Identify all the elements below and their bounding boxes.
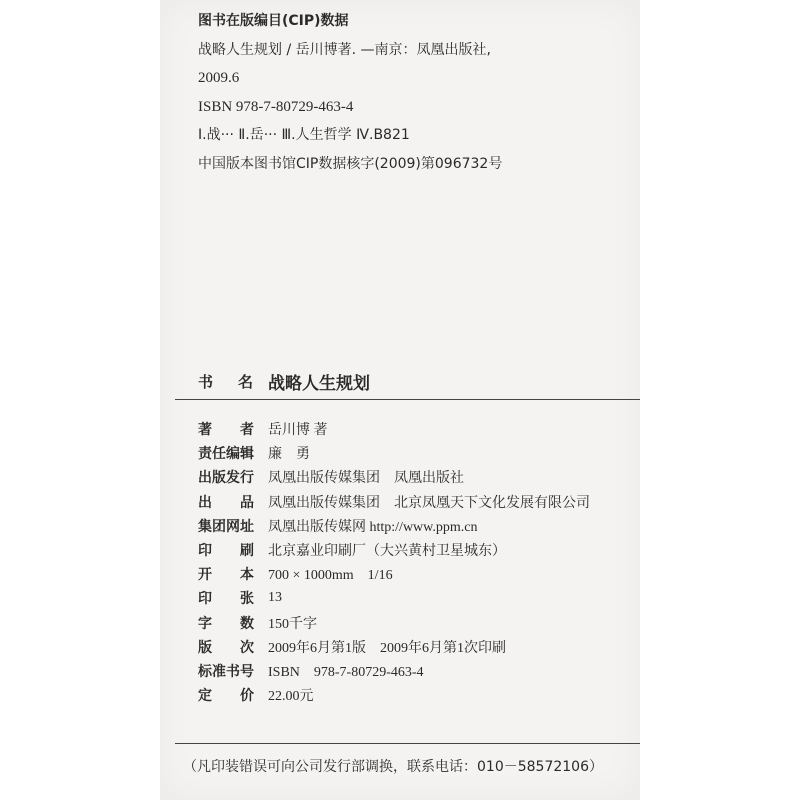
detail-label: 责任编辑	[198, 446, 254, 463]
detail-label: 出版发行	[198, 470, 254, 487]
cip-heading: 图书在版编目(CIP)数据	[198, 13, 349, 29]
detail-row-publisher	[198, 465, 590, 489]
cip-isbn: ISBN 978-7-80729-463-4	[198, 98, 354, 115]
divider-top	[175, 399, 640, 400]
detail-value: ISBN 978-7-80729-463-4	[268, 664, 424, 680]
detail-label: 标准书号	[198, 663, 254, 680]
footer-note: （凡印装错误可向公司发行部调换，联系电话：010－58572106）	[183, 759, 603, 775]
detail-row-producer	[198, 490, 590, 514]
detail-value: 廉 勇	[268, 447, 310, 463]
detail-row-website	[198, 514, 590, 538]
cip-block	[198, 14, 502, 185]
detail-label: 字 数	[198, 615, 254, 632]
detail-label: 定 价	[198, 688, 254, 705]
detail-value: 凤凰出版传媒集团 凤凰出版社	[268, 471, 464, 487]
cip-title-line: 战略人生规划 / 岳川博著. —南京：凤凰出版社,	[198, 41, 491, 58]
book-title-label-b: 名	[238, 372, 254, 391]
detail-row-isbn	[198, 659, 590, 683]
detail-value: 岳川博 著	[268, 423, 328, 439]
divider-bottom	[175, 743, 640, 744]
detail-row-editor	[198, 441, 590, 465]
detail-value: 700 × 1000mm 1/16	[268, 568, 393, 584]
book-title-label	[198, 371, 268, 392]
detail-row-price	[198, 683, 590, 707]
detail-label: 印 刷	[198, 543, 254, 560]
detail-row-format	[198, 562, 590, 586]
detail-row-wordcount	[198, 611, 590, 635]
detail-row-edition	[198, 635, 590, 659]
detail-label: 开 本	[198, 567, 254, 584]
detail-value: 13	[268, 590, 282, 606]
detail-label: 集团网址	[198, 518, 254, 535]
detail-value: 150千字	[268, 616, 317, 632]
detail-label: 版 次	[198, 639, 254, 656]
detail-row-sheets	[198, 586, 590, 610]
book-title-row	[198, 368, 370, 394]
detail-label: 出 品	[198, 494, 254, 511]
detail-value: 凤凰出版传媒网 http://www.ppm.cn	[268, 519, 478, 535]
detail-label: 印 张	[198, 591, 254, 608]
cip-year: 2009.6	[198, 70, 240, 86]
detail-value: 2009年6月第1版 2009年6月第1次印刷	[268, 640, 506, 656]
detail-value: 北京嘉业印刷厂（大兴黄村卫星城东）	[268, 544, 506, 560]
book-title-value: 战略人生规划	[268, 373, 370, 394]
detail-row-author	[198, 417, 590, 441]
cip-subjects: Ⅰ.战··· Ⅱ.岳··· Ⅲ.人生哲学 Ⅳ.B821	[198, 127, 410, 143]
detail-value: 22.00元	[268, 689, 314, 705]
cip-record: 中国版本图书馆CIP数据核字(2009)第096732号	[198, 155, 503, 172]
detail-value: 凤凰出版传媒集团 北京凤凰天下文化发展有限公司	[268, 495, 590, 511]
book-title-label-a: 书	[198, 372, 214, 391]
detail-label: 著 者	[198, 422, 254, 439]
detail-row-printer	[198, 538, 590, 562]
publication-details	[198, 417, 590, 707]
